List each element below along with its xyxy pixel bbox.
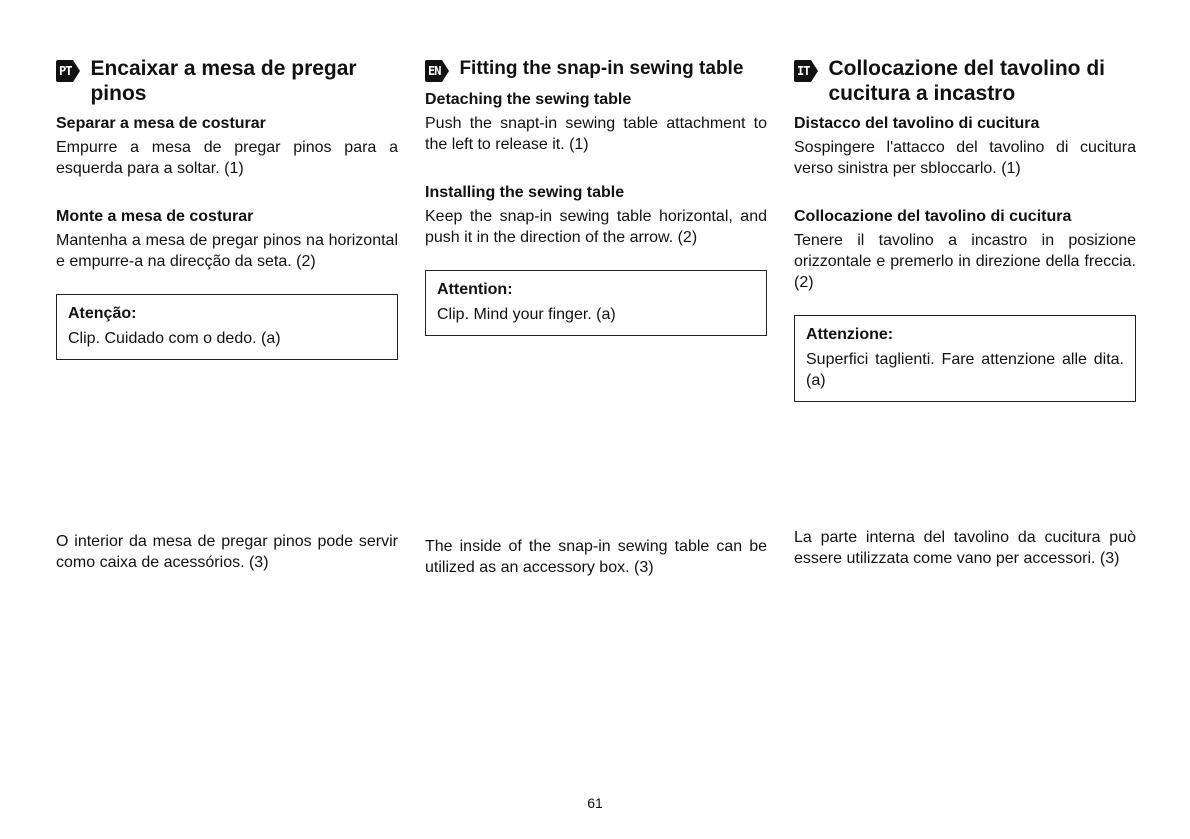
- it-detach-heading: Distacco del tavolino di cucitura: [794, 115, 1040, 132]
- pt-detach-text: Empurre a mesa de pregar pinos para a esquerda para a soltar. (1): [56, 139, 398, 177]
- it-accessory-text: La parte interna del tavolino da cucitura può essere utilizzata come vano per accessori. (3): [794, 529, 1136, 567]
- en-accessory-text: The inside of the snap-in sewing table can be utilized as an accessory box. (3): [425, 538, 767, 576]
- pt-language-badge-icon: [56, 60, 80, 82]
- en-attention-title: Attention:: [437, 281, 513, 298]
- en-detach-heading: Detaching the sewing table: [425, 91, 632, 108]
- en-attention-text: Clip. Mind your finger. (a): [437, 306, 616, 323]
- en-title-row: [425, 56, 767, 82]
- it-badge-label: IT: [794, 60, 811, 82]
- it-language-badge-icon: [794, 60, 818, 82]
- pt-badge-arrow: [73, 60, 80, 82]
- pt-title-row: [56, 56, 398, 106]
- pt-attention-box: [56, 294, 398, 360]
- pt-detach-heading: Separar a mesa de costurar: [56, 115, 266, 132]
- en-badge-label: EN: [425, 60, 442, 82]
- pt-accessory-text: O interior da mesa de pregar pinos pode servir como caixa de acessórios. (3): [56, 533, 398, 571]
- it-attention-text: Superfici taglienti. Fare attenzione alle dita. (a): [806, 351, 1124, 389]
- it-attention-box: [794, 315, 1136, 402]
- it-install-heading: Collocazione del tavolino di cucitura: [794, 208, 1072, 225]
- en-language-badge-icon: [425, 60, 449, 82]
- it-badge-arrow: [811, 60, 818, 82]
- en-section-title: Fitting the snap-in sewing table: [459, 58, 744, 79]
- pt-install-heading: Monte a mesa de costurar: [56, 208, 254, 225]
- it-attention-title: Attenzione:: [806, 326, 894, 343]
- pt-attention-title: Atenção:: [68, 305, 137, 322]
- en-detach-text: Push the snapt-in sewing table attachment to the left to release it. (1): [425, 115, 767, 153]
- it-detach-text: Sospingere l'attacco del tavolino di cucitura verso sinistra per sbloccarlo. (1): [794, 139, 1136, 177]
- en-badge-arrow: [442, 60, 449, 82]
- en-attention-box: [425, 270, 767, 336]
- portuguese-column: [56, 56, 398, 360]
- it-install-text: Tenere il tavolino a incastro in posizione orizzontale e premerlo in direzione della freccia. (2): [794, 232, 1136, 291]
- pt-badge-label: PT: [56, 60, 73, 82]
- it-title-row: [794, 56, 1136, 106]
- english-column: [425, 56, 767, 336]
- pt-install-text: Mantenha a mesa de pregar pinos na horizontal e empurre-a na direcção da seta. (2): [56, 232, 398, 270]
- page-number: 61: [587, 795, 603, 811]
- pt-attention-text: Clip. Cuidado com o dedo. (a): [68, 330, 281, 347]
- en-install-text: Keep the snap-in sewing table horizontal, and push it in the direction of the arrow. (2): [425, 208, 767, 246]
- en-install-heading: Installing the sewing table: [425, 184, 625, 201]
- it-section-title: Collocazione del tavolino di cucitura a incastro: [828, 57, 1105, 105]
- pt-section-title: Encaixar a mesa de pregar pinos: [90, 57, 357, 105]
- italian-column: [794, 56, 1136, 402]
